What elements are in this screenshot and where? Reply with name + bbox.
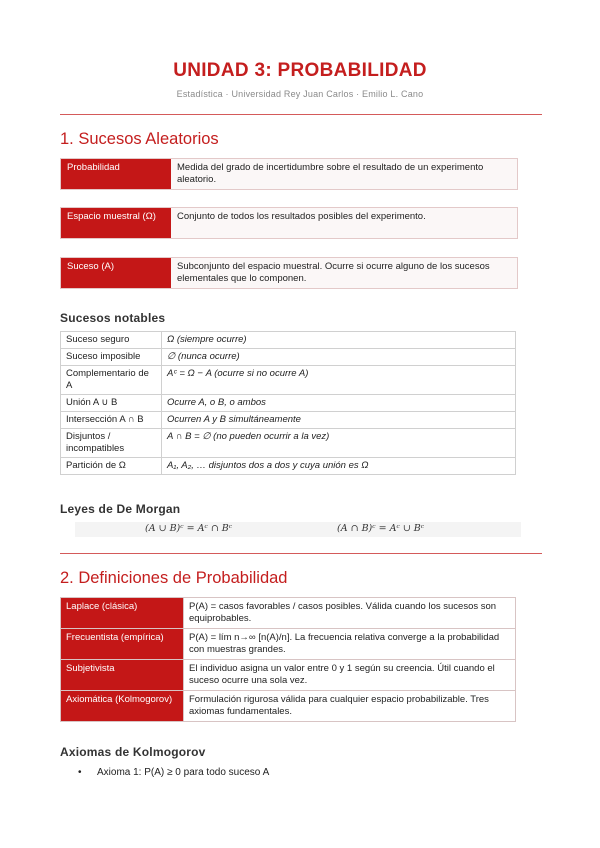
table-cell-desc: A ∩ B = ∅ (no pueden ocurrir a la vez)	[162, 429, 516, 458]
notables-table	[60, 331, 516, 475]
definition-text: Conjunto de todos los resultados posibles del experimento.	[171, 208, 517, 238]
table-cell-name: Axiomática (Kolmogorov)	[61, 691, 184, 722]
list-item	[78, 767, 269, 778]
table-row	[61, 629, 516, 660]
bullet-icon: •	[78, 767, 82, 778]
table-cell-desc: Aᶜ = Ω − A (ocurre si no ocurre A)	[162, 366, 516, 395]
table-row	[61, 691, 516, 722]
table-row	[61, 332, 516, 349]
table-row	[61, 458, 516, 475]
table-row	[61, 395, 516, 412]
table-cell-name: Frecuentista (empírica)	[61, 629, 184, 660]
table-row	[61, 366, 516, 395]
definition-text: Medida del grado de incertidumbre sobre el resultado de un experimento aleatorio.	[171, 159, 517, 189]
section-1-heading: 1. Sucesos Aleatorios	[60, 130, 219, 148]
table-cell-name: Complementario de A	[61, 366, 162, 395]
probability-definitions-table	[60, 597, 516, 722]
table-cell-name: Laplace (clásica)	[61, 598, 184, 629]
section-2-heading: 2. Definiciones de Probabilidad	[60, 569, 288, 587]
table-cell-name: Intersección A ∩ B	[61, 412, 162, 429]
definition-box	[60, 158, 518, 190]
definition-label: Suceso (A)	[61, 258, 171, 288]
document-title: UNIDAD 3: PROBABILIDAD	[173, 60, 427, 81]
table-row	[61, 660, 516, 691]
morgan-law-union: (A ∪ B)ᶜ = Aᶜ ∩ Bᶜ	[145, 523, 233, 534]
section-divider	[60, 553, 542, 554]
axioms-heading: Axiomas de Kolmogorov	[60, 745, 206, 759]
morgan-law-intersection: (A ∩ B)ᶜ = Aᶜ ∪ Bᶜ	[337, 523, 425, 534]
table-cell-name: Suceso imposible	[61, 349, 162, 366]
table-cell-name: Disjuntos / incompatibles	[61, 429, 162, 458]
morgan-laws-box	[75, 522, 521, 537]
table-cell-name: Suceso seguro	[61, 332, 162, 349]
table-row	[61, 429, 516, 458]
table-cell-desc: P(A) = casos favorables / casos posibles. Válida cuando los sucesos son equiprobables.	[184, 598, 516, 629]
definition-box	[60, 207, 518, 239]
definition-label: Probabilidad	[61, 159, 171, 189]
table-cell-name: Partición de Ω	[61, 458, 162, 475]
table-cell-name: Unión A ∪ B	[61, 395, 162, 412]
notables-heading: Sucesos notables	[60, 311, 166, 325]
table-cell-desc: P(A) = lím n→∞ [n(A)/n]. La frecuencia relativa converge a la probabilidad con muestras grandes.	[184, 629, 516, 660]
table-row	[61, 349, 516, 366]
table-row	[61, 598, 516, 629]
table-cell-desc: Ocurre A, o B, o ambos	[162, 395, 516, 412]
definition-label: Espacio muestral (Ω)	[61, 208, 171, 238]
definition-text: Subconjunto del espacio muestral. Ocurre si ocurre alguno de los sucesos elementales que lo componen.	[171, 258, 517, 288]
header-divider	[60, 114, 542, 115]
table-cell-desc: El individuo asigna un valor entre 0 y 1 según su creencia. Útil cuando el suceso ocurre una sola vez.	[184, 660, 516, 691]
morgan-heading: Leyes de De Morgan	[60, 502, 181, 516]
table-cell-name: Subjetivista	[61, 660, 184, 691]
table-cell-desc: A₁, A₂, … disjuntos dos a dos y cuya unión es Ω	[162, 458, 516, 475]
table-cell-desc: Ocurren A y B simultáneamente	[162, 412, 516, 429]
table-row	[61, 412, 516, 429]
axiom-text: Axioma 1: P(A) ≥ 0 para todo suceso A	[97, 767, 270, 778]
table-cell-desc: Ω (siempre ocurre)	[162, 332, 516, 349]
definition-box	[60, 257, 518, 289]
document-subtitle: Estadística · Universidad Rey Juan Carlos · Emilio L. Cano	[176, 89, 424, 99]
table-cell-desc: Formulación rigurosa válida para cualquier espacio probabilizable. Tres axiomas fundamentales.	[184, 691, 516, 722]
table-cell-desc: ∅ (nunca ocurre)	[162, 349, 516, 366]
